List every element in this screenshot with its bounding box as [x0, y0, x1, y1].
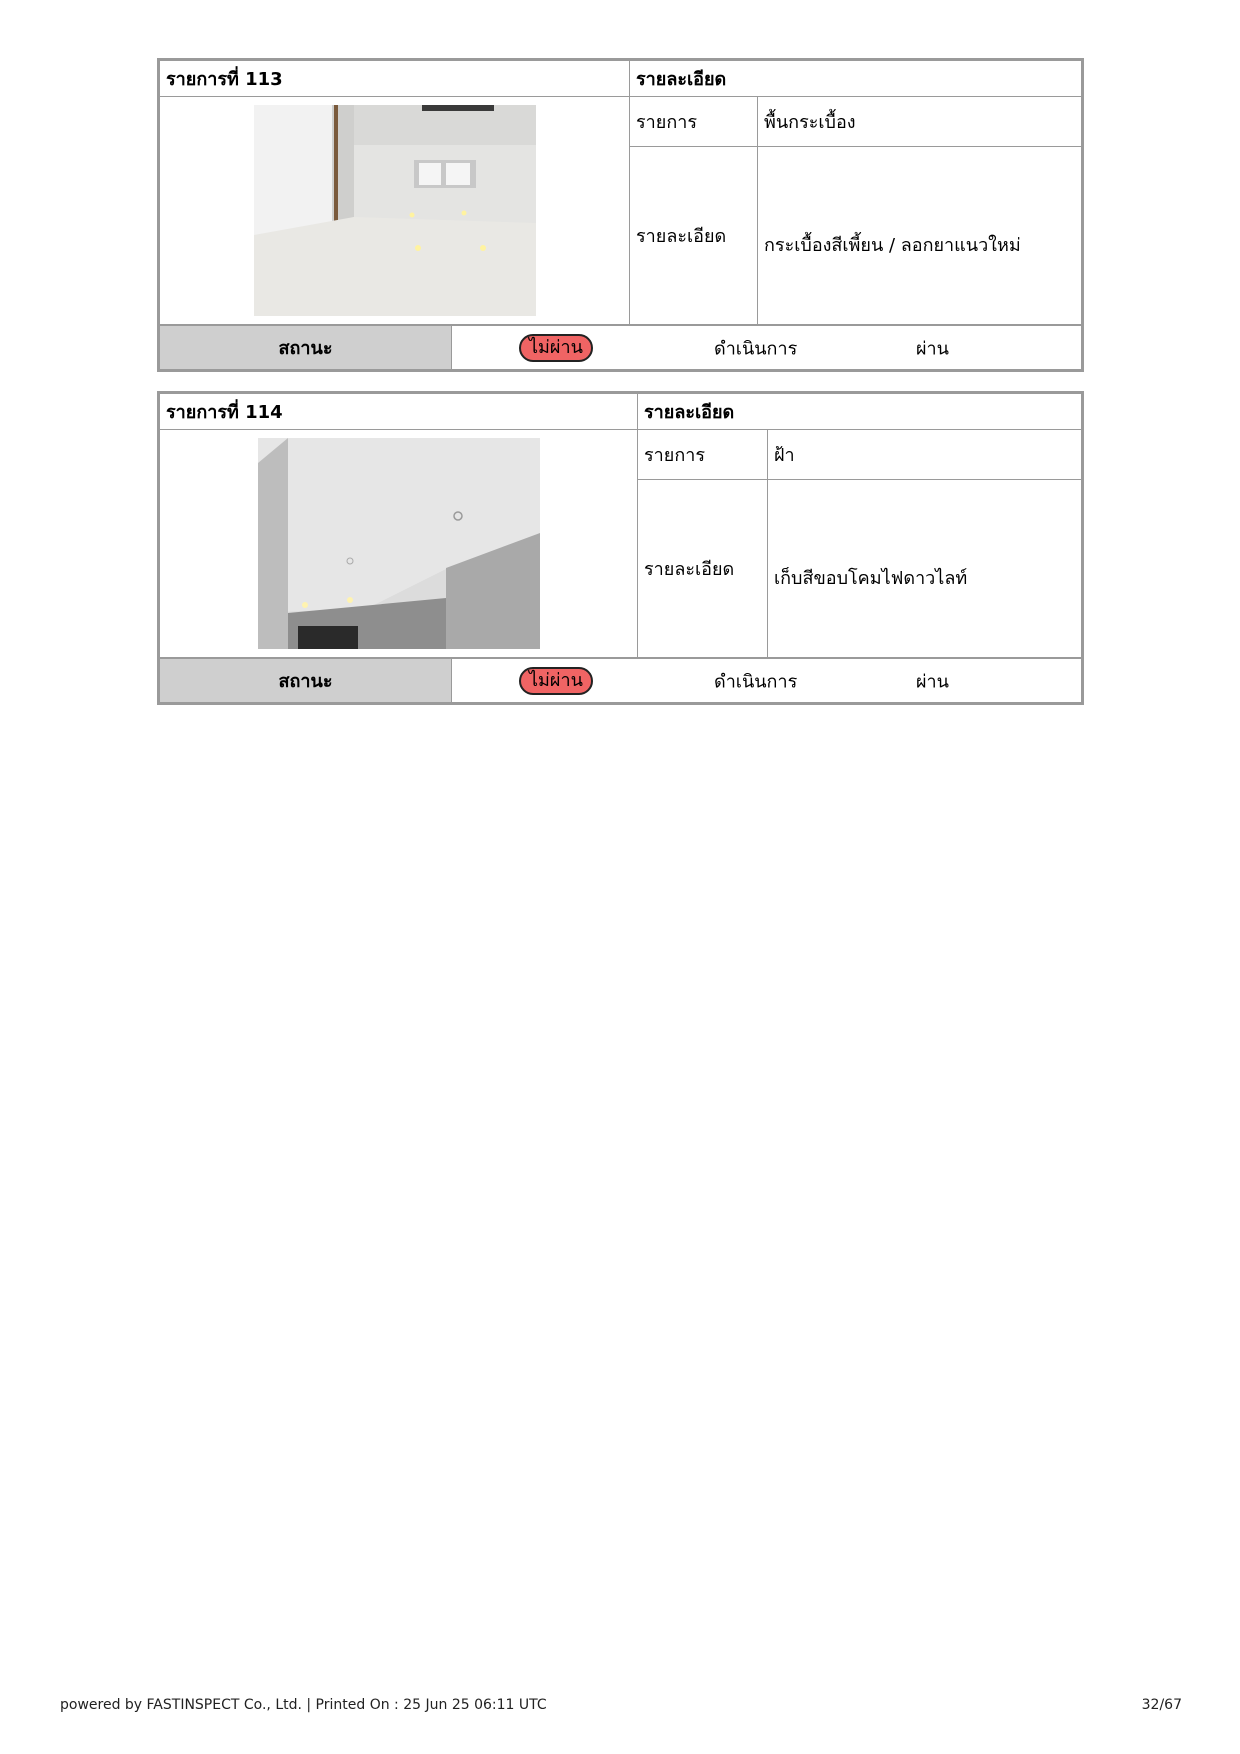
detail-value: กระเบื้องสีเพี้ยน / ลอกยาแนวใหม่ [758, 147, 1082, 325]
detail-value: เก็บสีขอบโคมไฟดาวไลท์ [768, 480, 1082, 658]
status-pass-option[interactable]: ผ่าน [916, 338, 949, 359]
status-fail-option[interactable]: ไม่ผ่าน [519, 667, 593, 695]
item-title: รายการที่ 113 [160, 61, 630, 97]
status-label: สถานะ [160, 659, 452, 703]
detail-label: รายละเอียด [630, 147, 758, 325]
footer-text: powered by FASTINSPECT Co., Ltd. | Printed On : 25 Jun 25 06:11 UTC [60, 1697, 547, 1713]
status-in-progress-option[interactable]: ดำเนินการ [714, 671, 798, 692]
page-footer [60, 1697, 1182, 1713]
status-in-progress-option[interactable]: ดำเนินการ [714, 338, 798, 359]
status-fail-option[interactable]: ไม่ผ่าน [519, 334, 593, 362]
inspection-item-113 [157, 58, 1084, 372]
detail-label: รายละเอียด [638, 480, 768, 658]
details-header: รายละเอียด [638, 394, 1082, 430]
details-header: รายละเอียด [630, 61, 1082, 97]
item-value: ฝ้า [768, 430, 1082, 480]
photo-cell [160, 430, 638, 658]
photo-cell [160, 97, 630, 325]
inspection-item-114 [157, 391, 1084, 705]
item-value: พื้นกระเบื้อง [758, 97, 1082, 147]
status-options [452, 326, 1082, 370]
status-pass-option[interactable]: ผ่าน [916, 671, 949, 692]
inspection-photo[interactable] [254, 105, 536, 316]
status-label: สถานะ [160, 326, 452, 370]
inspection-photo[interactable] [258, 438, 540, 649]
item-label: รายการ [638, 430, 768, 480]
item-label: รายการ [630, 97, 758, 147]
status-options [452, 659, 1082, 703]
item-title: รายการที่ 114 [160, 394, 638, 430]
page-number: 32/67 [1141, 1697, 1182, 1713]
